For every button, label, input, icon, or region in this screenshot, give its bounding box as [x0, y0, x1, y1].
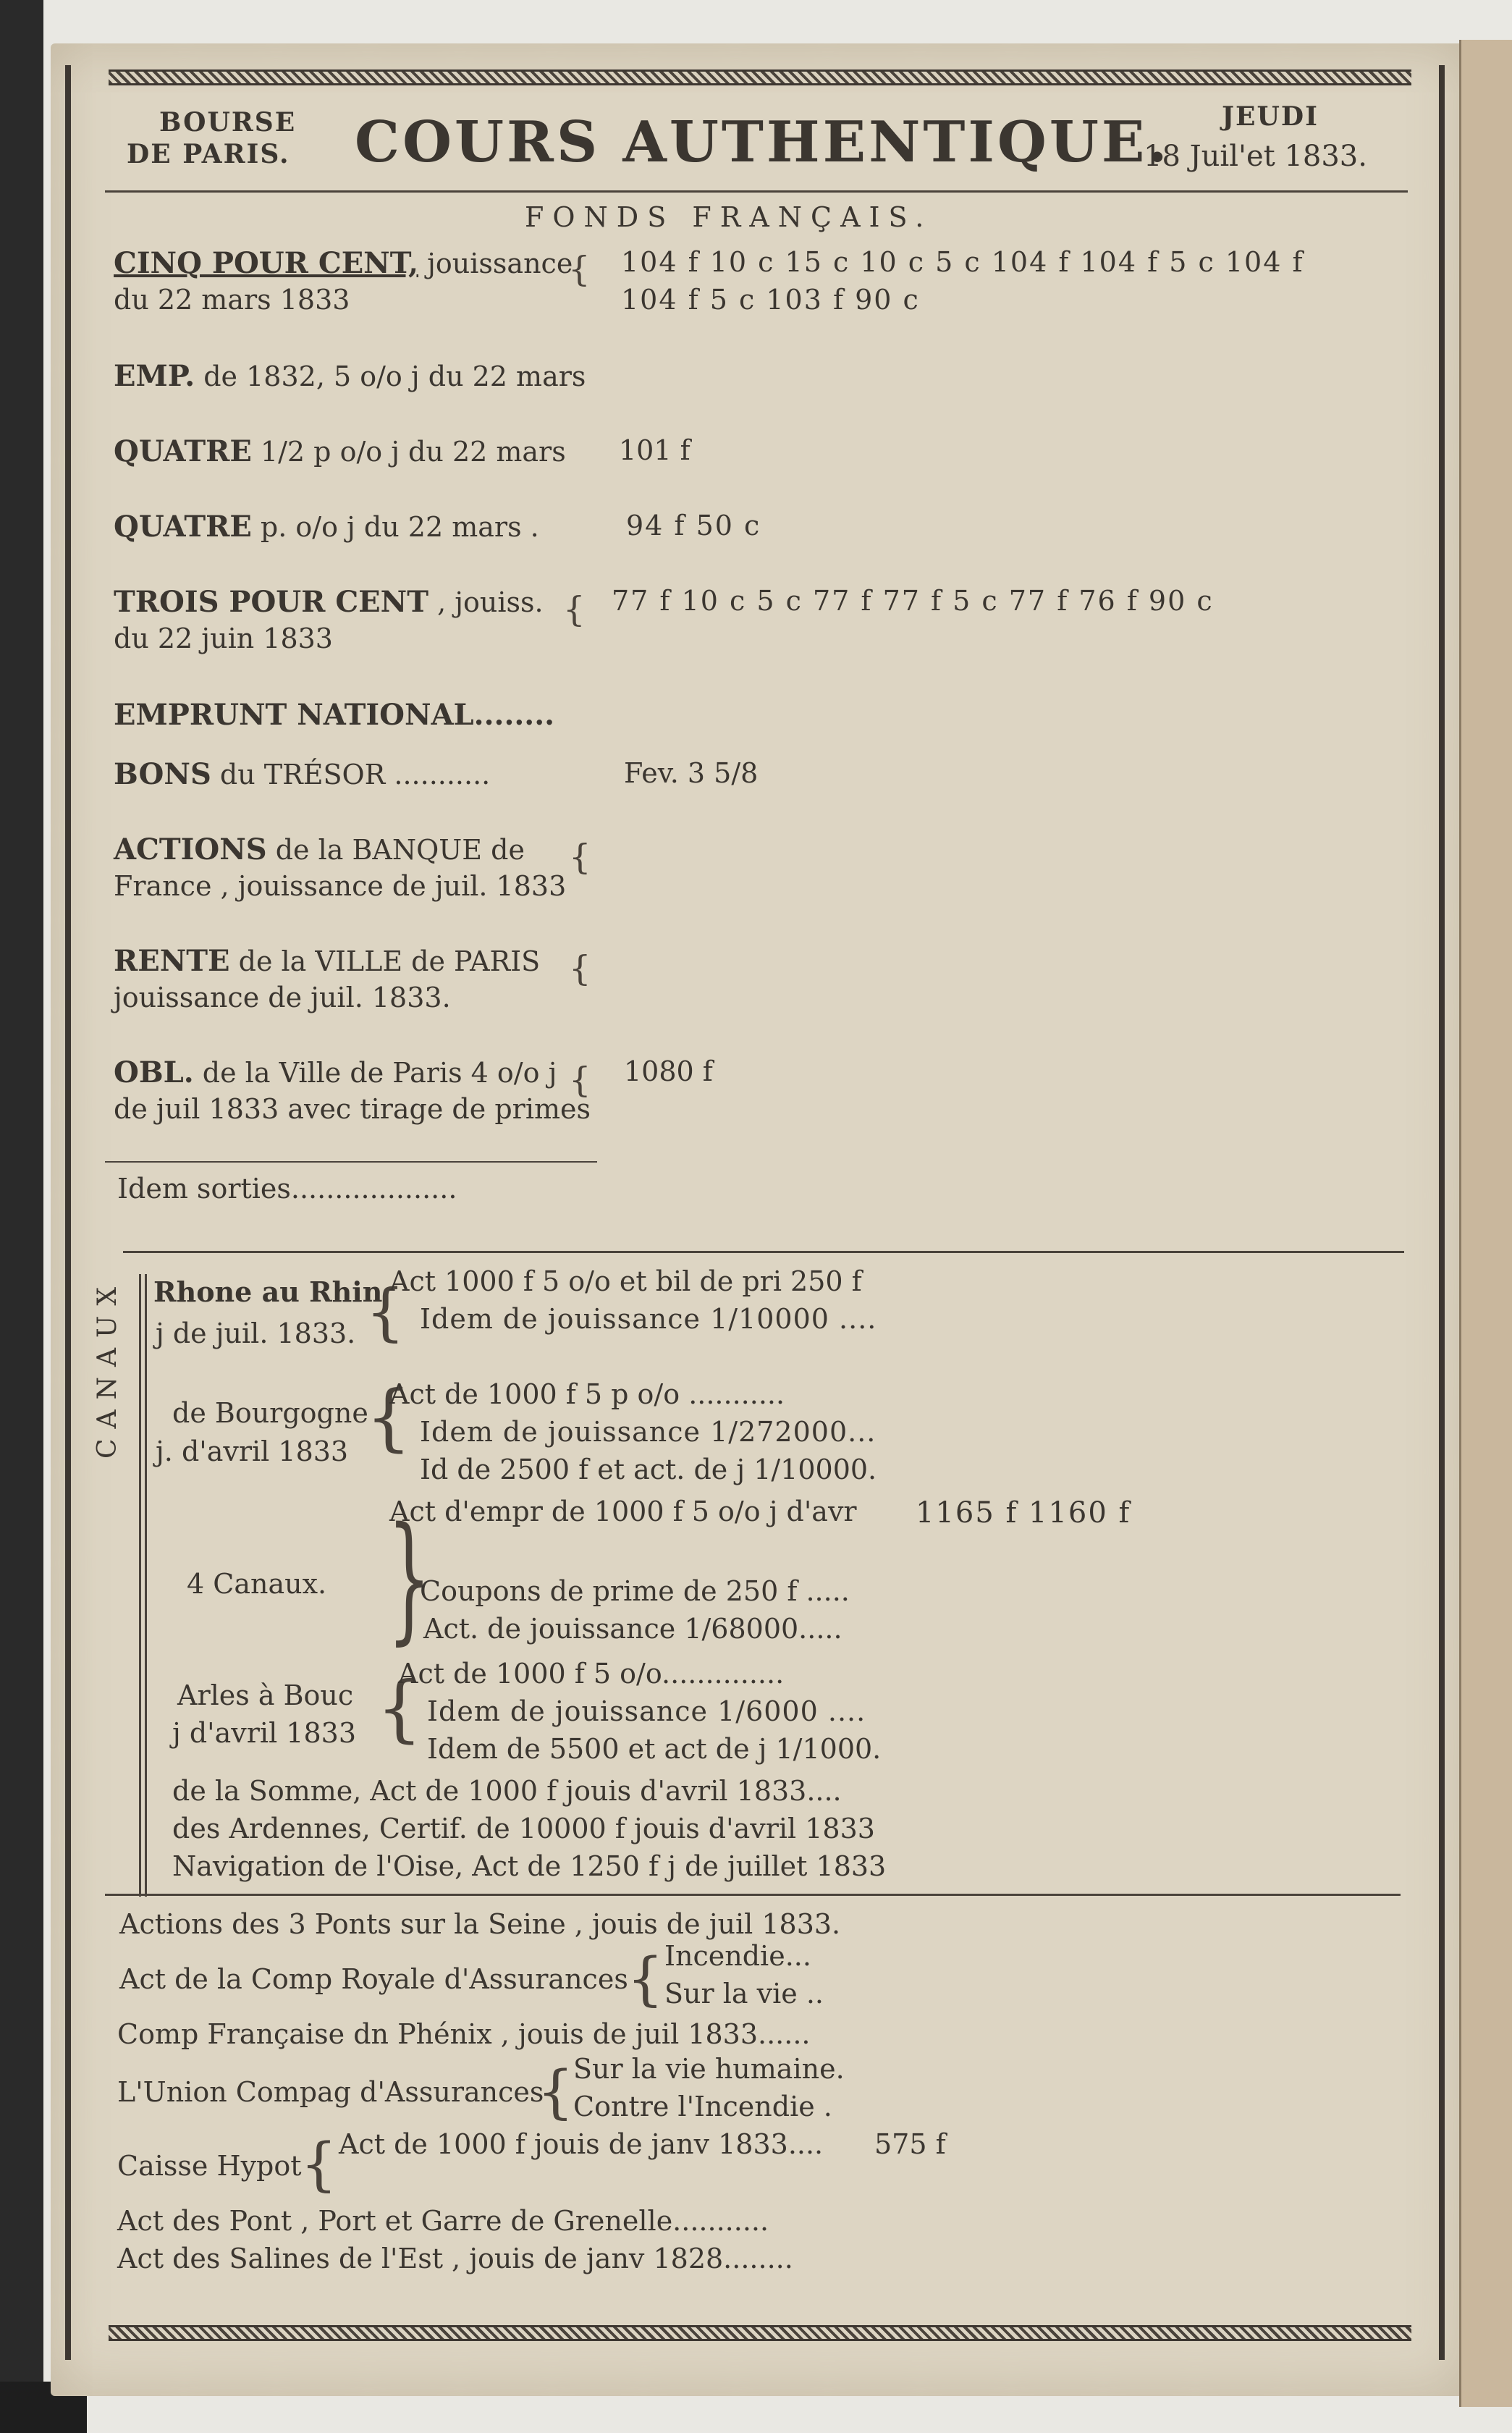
quatre-canaux-act: Act d'empr de 1000 f 5 o/o j d'avr	[389, 1496, 857, 1527]
quatre-demi-rest: 1/2 p o/o j du 22 mars	[251, 436, 566, 468]
row-actions	[114, 832, 525, 867]
bons-rest: du TRÉSOR ...........	[211, 759, 491, 790]
row-trois	[114, 585, 544, 620]
day-label: JEUDI	[1222, 101, 1319, 132]
actions-sub: France , jouissance de juil. 1833	[114, 870, 567, 902]
brace: {	[569, 837, 591, 877]
rente-rest: de la VILLE de PARIS	[229, 945, 541, 977]
union-vie: Sur la vie humaine.	[573, 2053, 845, 2085]
cinq-price-2: 104 f 5 c 103 f 90 c	[621, 284, 920, 316]
trois-name: TROIS POUR CENT	[114, 585, 428, 619]
actions-name: ACTIONS	[114, 832, 267, 866]
brace: {	[627, 1945, 664, 2012]
obl-rest: de la Ville de Paris 4 o/o j	[193, 1057, 557, 1089]
trois-rest: , jouiss.	[428, 586, 544, 618]
brace: {	[569, 1060, 591, 1100]
caisse-hypot: Caisse Hypot	[117, 2150, 302, 2182]
canaux-vrule-inner	[145, 1274, 147, 1897]
row-cinq	[114, 246, 573, 281]
rhone-date: j de juil. 1833.	[156, 1317, 356, 1349]
bourgogne-date: j. d'avril 1833	[156, 1435, 349, 1467]
header-rule	[105, 190, 1408, 193]
canaux-top-rule	[123, 1251, 1404, 1253]
salines: Act des Salines de l'Est , jouis de janv 1828........	[117, 2243, 793, 2274]
idem-rule	[105, 1161, 597, 1163]
bourgogne-id: Id de 2500 f et act. de j 1/10000.	[420, 1454, 877, 1485]
bourgogne-idem: Idem de jouissance 1/272000...	[420, 1416, 877, 1448]
top-ornament	[109, 69, 1411, 85]
brace: {	[568, 249, 591, 290]
idem-sorties: Idem sorties...................	[117, 1173, 457, 1205]
comp-royale: Act de la Comp Royale d'Assurances	[119, 1963, 628, 1995]
bourgogne-act: Act de 1000 f 5 p o/o ...........	[389, 1378, 785, 1410]
canal-oise: Navigation de l'Oise, Act de 1250 f j de juillet 1833	[172, 1850, 887, 1882]
caisse-price: 575 f	[874, 2128, 946, 2160]
canaux-label: CANAUX	[93, 1276, 122, 1459]
brace: {	[376, 1666, 423, 1750]
scan-border	[0, 0, 43, 2433]
quatre-canaux-price: 1165 f 1160 f	[916, 1496, 1131, 1530]
caisse-act: Act de 1000 f jouis de janv 1833....	[339, 2128, 824, 2160]
brace: {	[563, 589, 586, 630]
cinq-price-1: 104 f 10 c 15 c 10 c 5 c 104 f 104 f 5 c 104 f	[621, 246, 1304, 278]
bourgogne-name: de Bourgogne	[172, 1397, 368, 1429]
rente-sub: jouissance de juil. 1833.	[114, 982, 451, 1013]
phenix: Comp Française dn Phénix , jouis de juil 1833......	[117, 2018, 811, 2050]
quatre-name: QUATRE	[114, 510, 252, 544]
bons-price: Fev. 3 5/8	[624, 757, 759, 789]
canaux-vrule	[139, 1274, 141, 1897]
brace: {	[366, 1375, 412, 1459]
quatre-demi-name: QUATRE	[114, 434, 252, 468]
arles-name: Arles à Bouc	[177, 1679, 354, 1711]
emprunt-national: EMPRUNT NATIONAL........	[114, 698, 555, 732]
row-rente	[114, 944, 540, 979]
obl-sub: de juil 1833 avec tirage de primes	[114, 1093, 591, 1125]
brace: {	[300, 2130, 337, 2198]
cinq-sub: jouissance	[418, 248, 573, 279]
actions-ponts: Actions des 3 Ponts sur la Seine , jouis de juil 1833.	[119, 1908, 841, 1940]
trois-price: 77 f 10 c 5 c 77 f 77 f 5 c 77 f 76 f 90 c	[612, 585, 1214, 617]
royale-vie: Sur la vie ..	[664, 1978, 824, 2010]
brace: {	[569, 948, 591, 989]
de-paris-label: DE PARIS.	[127, 139, 290, 169]
arles-date: j d'avril 1833	[172, 1717, 357, 1749]
cinq-name: CINQ POUR CENT,	[114, 246, 419, 280]
obl-price: 1080 f	[624, 1055, 713, 1087]
trois-date: du 22 juin 1833	[114, 623, 333, 654]
row-bons	[114, 757, 490, 792]
quatre-canaux-label: 4 Canaux.	[187, 1568, 327, 1600]
row-quatre	[114, 510, 539, 544]
royale-incendie: Incendie...	[664, 1940, 811, 1972]
emp-rest: de 1832, 5 o/o j du 22 mars	[195, 360, 586, 392]
grenelle: Act des Pont , Port et Garre de Grenelle...........	[117, 2205, 769, 2237]
rhone-idem: Idem de jouissance 1/10000 ....	[420, 1303, 877, 1335]
quatre-price: 94 f 50 c	[626, 510, 761, 541]
bons-name: BONS	[114, 757, 211, 791]
rente-name: RENTE	[114, 944, 230, 978]
brace: }	[387, 1498, 431, 1658]
row-obl	[114, 1055, 557, 1090]
row-quatre-demi	[114, 434, 566, 469]
brace: {	[537, 2058, 574, 2125]
bottom-ornament	[109, 2325, 1411, 2341]
canal-somme: de la Somme, Act de 1000 f jouis d'avril 1833....	[172, 1775, 842, 1807]
divers-top-rule	[105, 1894, 1401, 1896]
quatre-canaux-jouissance: Act. de jouissance 1/68000.....	[423, 1613, 842, 1645]
section-fonds-francais: FONDS FRANÇAIS.	[525, 201, 933, 233]
arles-idem: Idem de jouissance 1/6000 ....	[427, 1695, 866, 1727]
obl-name: OBL.	[114, 1055, 194, 1089]
date-label: 18 Juil'et 1833.	[1144, 140, 1367, 173]
page-title: COURS AUTHENTIQUE.	[355, 109, 1170, 175]
union-assurances: L'Union Compag d'Assurances	[117, 2076, 544, 2108]
emp-name: EMP.	[114, 359, 195, 393]
cinq-date: du 22 mars 1833	[114, 284, 350, 316]
row-emp	[114, 359, 586, 394]
page-frame	[65, 65, 1445, 2360]
page-edge	[1459, 40, 1512, 2407]
quatre-rest: p. o/o j du 22 mars .	[251, 511, 539, 543]
canal-ardennes: des Ardennes, Certif. de 10000 f jouis d'avril 1833	[172, 1813, 875, 1844]
arles-act: Act de 1000 f 5 o/o..............	[398, 1658, 785, 1690]
actions-rest: de la BANQUE de	[266, 834, 525, 866]
brace: {	[366, 1276, 405, 1349]
quatre-canaux-coupons: Coupons de prime de 250 f .....	[420, 1575, 850, 1607]
union-incendie: Contre l'Incendie .	[573, 2091, 832, 2122]
arles-idem-5500: Idem de 5500 et act de j 1/1000.	[427, 1733, 882, 1765]
quatre-demi-price: 101 f	[619, 434, 690, 466]
rhone-name: Rhone au Rhin	[153, 1275, 383, 1308]
bourse-label: BOURSE	[159, 107, 297, 138]
rhone-act: Act 1000 f 5 o/o et bil de pri 250 f	[389, 1265, 862, 1297]
